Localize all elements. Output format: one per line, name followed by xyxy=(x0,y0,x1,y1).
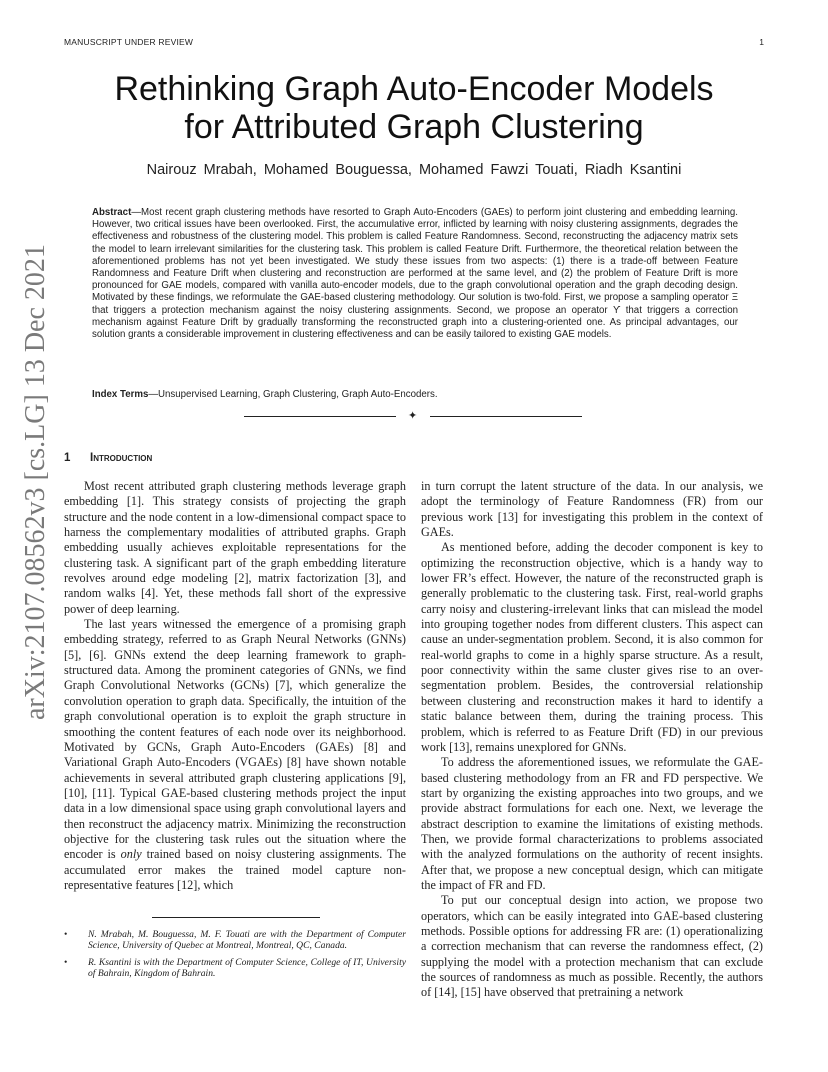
footnotes xyxy=(64,929,406,984)
footnote-bullet-icon: • xyxy=(64,956,68,968)
paper-title xyxy=(64,70,764,146)
separator-diamond-icon: ✦ xyxy=(408,410,418,422)
paragraph: To address the aforementioned issues, we reformulate the GAE-based clustering methodology from an FR and FD perspective. We start by organizing the existing approaches into two groups, and we provide abstract formulations for each one. Next, we leverage the abstract description to examine the limitations of existing methods. Then, we provide formal characterizations to problems associated with the analyzed formulations on the authority of recent insights. After that, we propose a new conceptual design, which can mitigate the impact of FR and FD. xyxy=(421,755,763,892)
title-line-2: for Attributed Graph Clustering xyxy=(184,108,644,146)
paragraph-text: trained based on noisy clustering assignments. The accumulated error makes the trained model capture non-representative features [12], which xyxy=(64,847,406,892)
page-number: 1 xyxy=(759,37,764,47)
footnote xyxy=(64,929,406,952)
section-title: Introduction xyxy=(90,452,153,464)
footnote-rule xyxy=(152,917,320,918)
footnote-text: R. Ksantini is with the Department of Computer Science, College of IT, University of Bahrain, Kingdom of Bahrain. xyxy=(88,956,406,979)
separator-rule-left xyxy=(244,416,396,417)
paragraph xyxy=(64,617,406,893)
author-list: Nairouz Mrabah, Mohamed Bouguessa, Mohamed Fawzi Touati, Riadh Ksantini xyxy=(146,162,682,178)
paragraph-text: The last years witnessed the emergence of a promising graph embedding strategy, referred to as Graph Neural Networks (GNNs) [5], [6]. GNNs extend the deep learning framework to graph-structured data. Among the prominent categories of GNNs, we find Graph Convolutional Networks (GCNs) [7], which generalize the convolution operation to graph data. Specifically, the intuition of the graph convolutional operation is to exploit the graph structure in smoothing the content features of each node over its neighborhood. Motivated by GCNs, Graph Auto-Encoders (GAEs) [8] and Variational Graph Auto-Encoders (VGAEs) [8] have shown notable achievements in several attributed graph clustering applications [9], [10], [11]. Typical GAE-based clustering methods project the input data in a low dimensional space using graph convolutional layers and then reconstruct the adjacency matrix. Minimizing the reconstruction objective for the clustering task rules out the situation where the encoder is xyxy=(64,617,406,862)
section-number: 1 xyxy=(64,452,71,464)
emphasis-text: only xyxy=(120,847,142,862)
index-terms xyxy=(92,389,738,400)
paragraph: As mentioned before, adding the decoder component is key to optimizing the reconstruction objective, which is a handy way to lower FR’s effect. However, the nature of the reconstructed graph is generally problematic to the clustering task. First, real-world graphs carry noisy and clustering-irrelevant links that can mislead the model into grouping together nodes from different clusters. This aspect can cause an under-segmentation problem. Second, it is also common for real-world graphs to come in a highly sparse structure. As a result, poor connectivity within the same cluster gives rise to an over-segmentation problem. Besides, the controversial relationship between clustering and reconstruction makes it hard to identify a static balance between them, during the training process. This problem, which is referred to as Feature Drift (FD) in our previous work [13], remains unexplored for GNNs. xyxy=(421,540,763,754)
abstract-label: Abstract xyxy=(92,207,132,218)
footnote-text: N. Mrabah, M. Bouguessa, M. F. Touati are with the Department of Computer Science, University of Quebec at Montreal, Montreal, QC, Canada. xyxy=(88,929,406,952)
running-header: MANUSCRIPT UNDER REVIEW xyxy=(64,37,194,47)
title-line-1: Rethinking Graph Auto-Encoder Models xyxy=(114,70,714,108)
paragraph: Most recent attributed graph clustering methods leverage graph embedding [1]. This strategy consists of projecting the graph structure and the node content in a low-dimensional compact space to harness the complementary modalities of attributed graphs. Graph embedding usually achieves exploitable representations for the clustering task. A significant part of the graph embedding literature revolves around edge modeling [2], matrix factorization [3], and random walks [4]. Yet, these methods fall short of the expressive power of deep learning. xyxy=(64,479,406,616)
paragraph: To put our conceptual design into action, we propose two operators, which can be easily integrated into GAE-based clustering methods. Possible options for addressing FR are: (1) operationalizing a correction mechanism that can reverse the randomness effect, (2) supplying the model with a protection mechanism that can exclude the sources of randomness as much as possible. Recently, the authors of [14], [15] have observed that pretraining a network xyxy=(421,893,763,1000)
abstract-text: —Most recent graph clustering methods have resorted to Graph Auto-Encoders (GAEs) to perform joint clustering and embedding learning. However, two critical issues have been overlooked. First, the accumulative error, inflicted by learning with noisy clustering assignments, degrades the effectiveness and robustness of the clustering model. This problem is called Feature Randomness. Second, reconstructing the adjacency matrix sets the model to learn irrelevant similarities for the clustering task. This problem is called Feature Drift. Furthermore, the theoretical relation between the aforementioned problems has not yet been investigated. We study these issues from two aspects: (1) there is a trade-off between Feature Randomness and Feature Drift when clustering and reconstruction are performed at the same level, and (2) the problem of Feature Drift is more pronounced for GAE models, compared with vanilla auto-encoder models, due to the graph convolutional operation and the graph decoding design. Motivated by these findings, we reformulate the GAE-based clustering methodology. Our solution is two-fold. First, we propose a sampling operator Ξ that triggers a protection mechanism against the noisy clustering assignments. Second, we propose an operator ϒ that triggers a correction mechanism against Feature Drift by gradually transforming the reconstructed graph into a clustering-oriented one. As principal advantages, our solution grants a considerable improvement in clustering effectiveness and can be easily tailored to existing GAE models. xyxy=(92,207,738,341)
footnote xyxy=(64,957,406,980)
arxiv-identifier: arXiv:2107.08562v3 [cs.LG] 13 Dec 2021 xyxy=(20,244,51,720)
footnote-bullet-icon: • xyxy=(64,929,68,940)
abstract xyxy=(92,207,738,341)
section-heading xyxy=(64,452,152,464)
index-terms-text: —Unsupervised Learning, Graph Clustering, Graph Auto-Encoders. xyxy=(148,389,438,400)
separator-rule-right xyxy=(430,416,582,417)
paragraph: in turn corrupt the latent structure of the data. In our analysis, we adopt the terminology of Feature Randomness (FR) from our previous work [13] for investigating this problem in the context of GAEs. xyxy=(421,479,763,540)
left-column xyxy=(64,479,406,893)
right-column xyxy=(421,479,763,1001)
index-terms-label: Index Terms xyxy=(92,389,149,400)
